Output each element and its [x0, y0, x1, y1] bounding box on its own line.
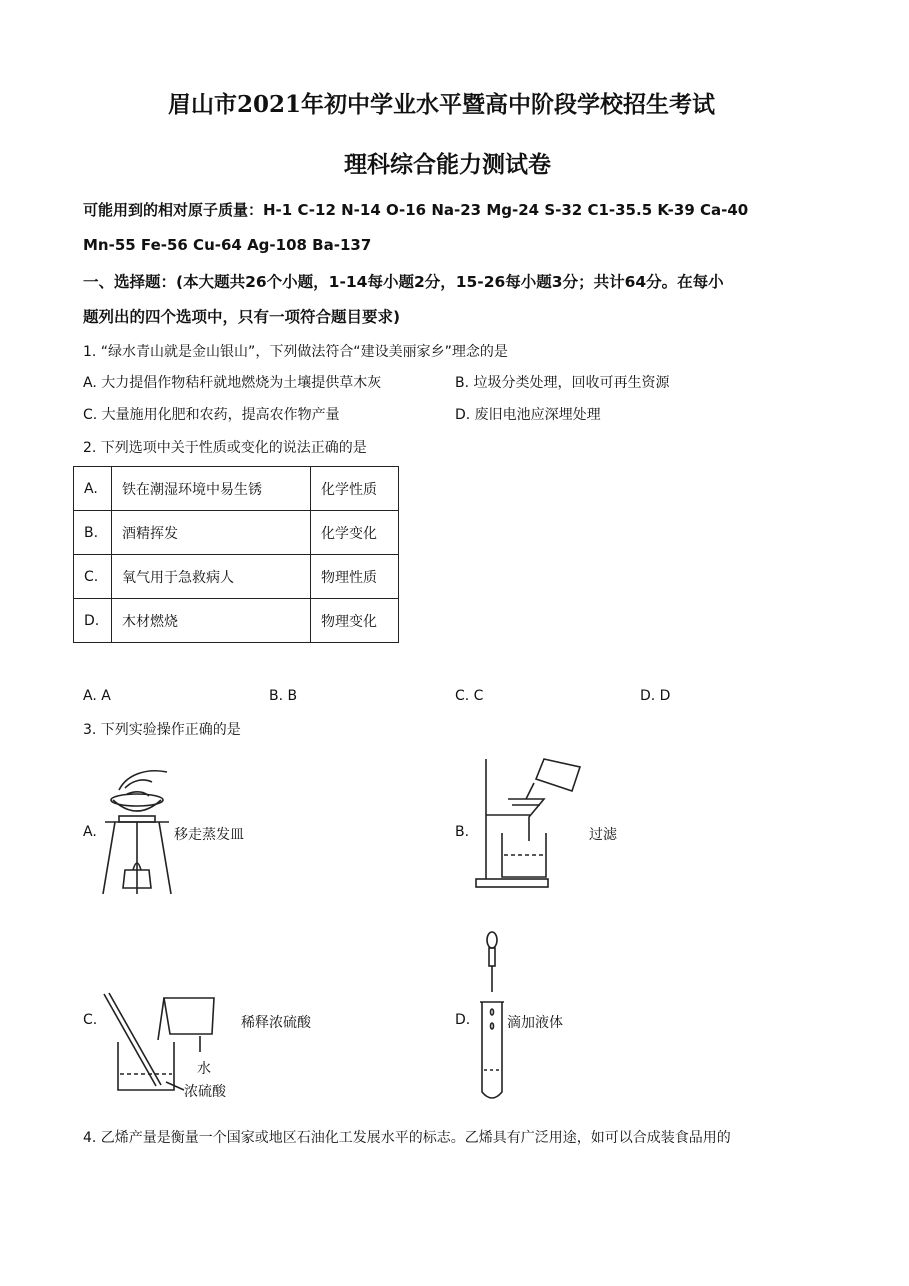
table-row [74, 555, 399, 599]
section-heading-line-2: 题列出的四个选项中，只有一项符合题目要求) [83, 308, 401, 326]
table-cell: C. [74, 555, 112, 599]
q2-option-a: A. A [83, 688, 111, 704]
table-cell: 化学变化 [311, 511, 399, 555]
q3-figure-b-caption: 过滤 [589, 827, 617, 843]
q1-option-b: B. 垃圾分类处理，回收可再生资源 [455, 375, 670, 391]
table-cell: 木材燃烧 [112, 599, 311, 643]
atomic-mass-line-2: Mn-55 Fe-56 Cu-64 Ag-108 Ba-137 [83, 236, 372, 254]
table-cell: D. [74, 599, 112, 643]
q3-figure-a-letter: A. [83, 824, 97, 840]
table-cell: 物理变化 [311, 599, 399, 643]
q4-stem: 4. 乙烯产量是衡量一个国家或地区石油化工发展水平的标志。乙烯具有广泛用途，如可以合成装食品用的 [83, 1130, 731, 1146]
table-cell: 酒精挥发 [112, 511, 311, 555]
atomic-mass-line-1: 可能用到的相对原子质量：H-1 C-12 N-14 O-16 Na-23 Mg-24 S-32 C1-35.5 K-39 Ca-40 [83, 201, 749, 219]
q2-option-d: D. D [640, 688, 671, 704]
q3-stem: 3. 下列实验操作正确的是 [83, 722, 241, 738]
table-cell: 物理性质 [311, 555, 399, 599]
q2-stem: 2. 下列选项中关于性质或变化的说法正确的是 [83, 440, 367, 456]
q3-figure-c-letter: C. [83, 1012, 98, 1028]
table-row [74, 467, 399, 511]
table-cell: 化学性质 [311, 467, 399, 511]
q2-option-b: B. B [269, 688, 298, 704]
filtration-figure [474, 755, 589, 893]
q3-figure-d-caption: 滴加液体 [507, 1015, 563, 1031]
table-row [74, 511, 399, 555]
dropper-figure [476, 930, 508, 1105]
q3-figure-b-letter: B. [455, 824, 470, 840]
section-heading-line-1: 一、选择题：(本大题共26个小题，1-14每小题2分，15-26每小题3分；共计64分。在每小 [83, 273, 724, 291]
q3-figure-c-label-water: 水 [197, 1061, 211, 1077]
q3-figure-d-letter: D. [455, 1012, 471, 1028]
page-subtitle: 理科综合能力测试卷 [344, 151, 551, 178]
q2-option-c: C. C [455, 688, 484, 704]
page-title: 眉山市2021年初中学业水平暨高中阶段学校招生考试 [168, 91, 716, 118]
q1-option-d: D. 废旧电池应深埋处理 [455, 407, 601, 423]
table-cell: B. [74, 511, 112, 555]
q1-option-c: C. 大量施用化肥和农药，提高农作物产量 [83, 407, 340, 423]
q3-figure-c-label-acid: 浓硫酸 [184, 1084, 226, 1100]
q1-option-a: A. 大力提倡作物秸秆就地燃烧为土壤提供草木灰 [83, 375, 382, 391]
q3-figure-a-caption: 移走蒸发皿 [174, 827, 244, 843]
table-cell: A. [74, 467, 112, 511]
q2-table [73, 466, 399, 643]
table-row [74, 599, 399, 643]
q3-figure-c-caption: 稀释浓硫酸 [241, 1015, 311, 1031]
q1-stem: 1. “绿水青山就是金山银山”，下列做法符合“建设美丽家乡”理念的是 [83, 344, 508, 360]
evaporating-dish-figure [97, 760, 177, 898]
table-cell: 氧气用于急救病人 [112, 555, 311, 599]
table-cell: 铁在潮湿环境中易生锈 [112, 467, 311, 511]
